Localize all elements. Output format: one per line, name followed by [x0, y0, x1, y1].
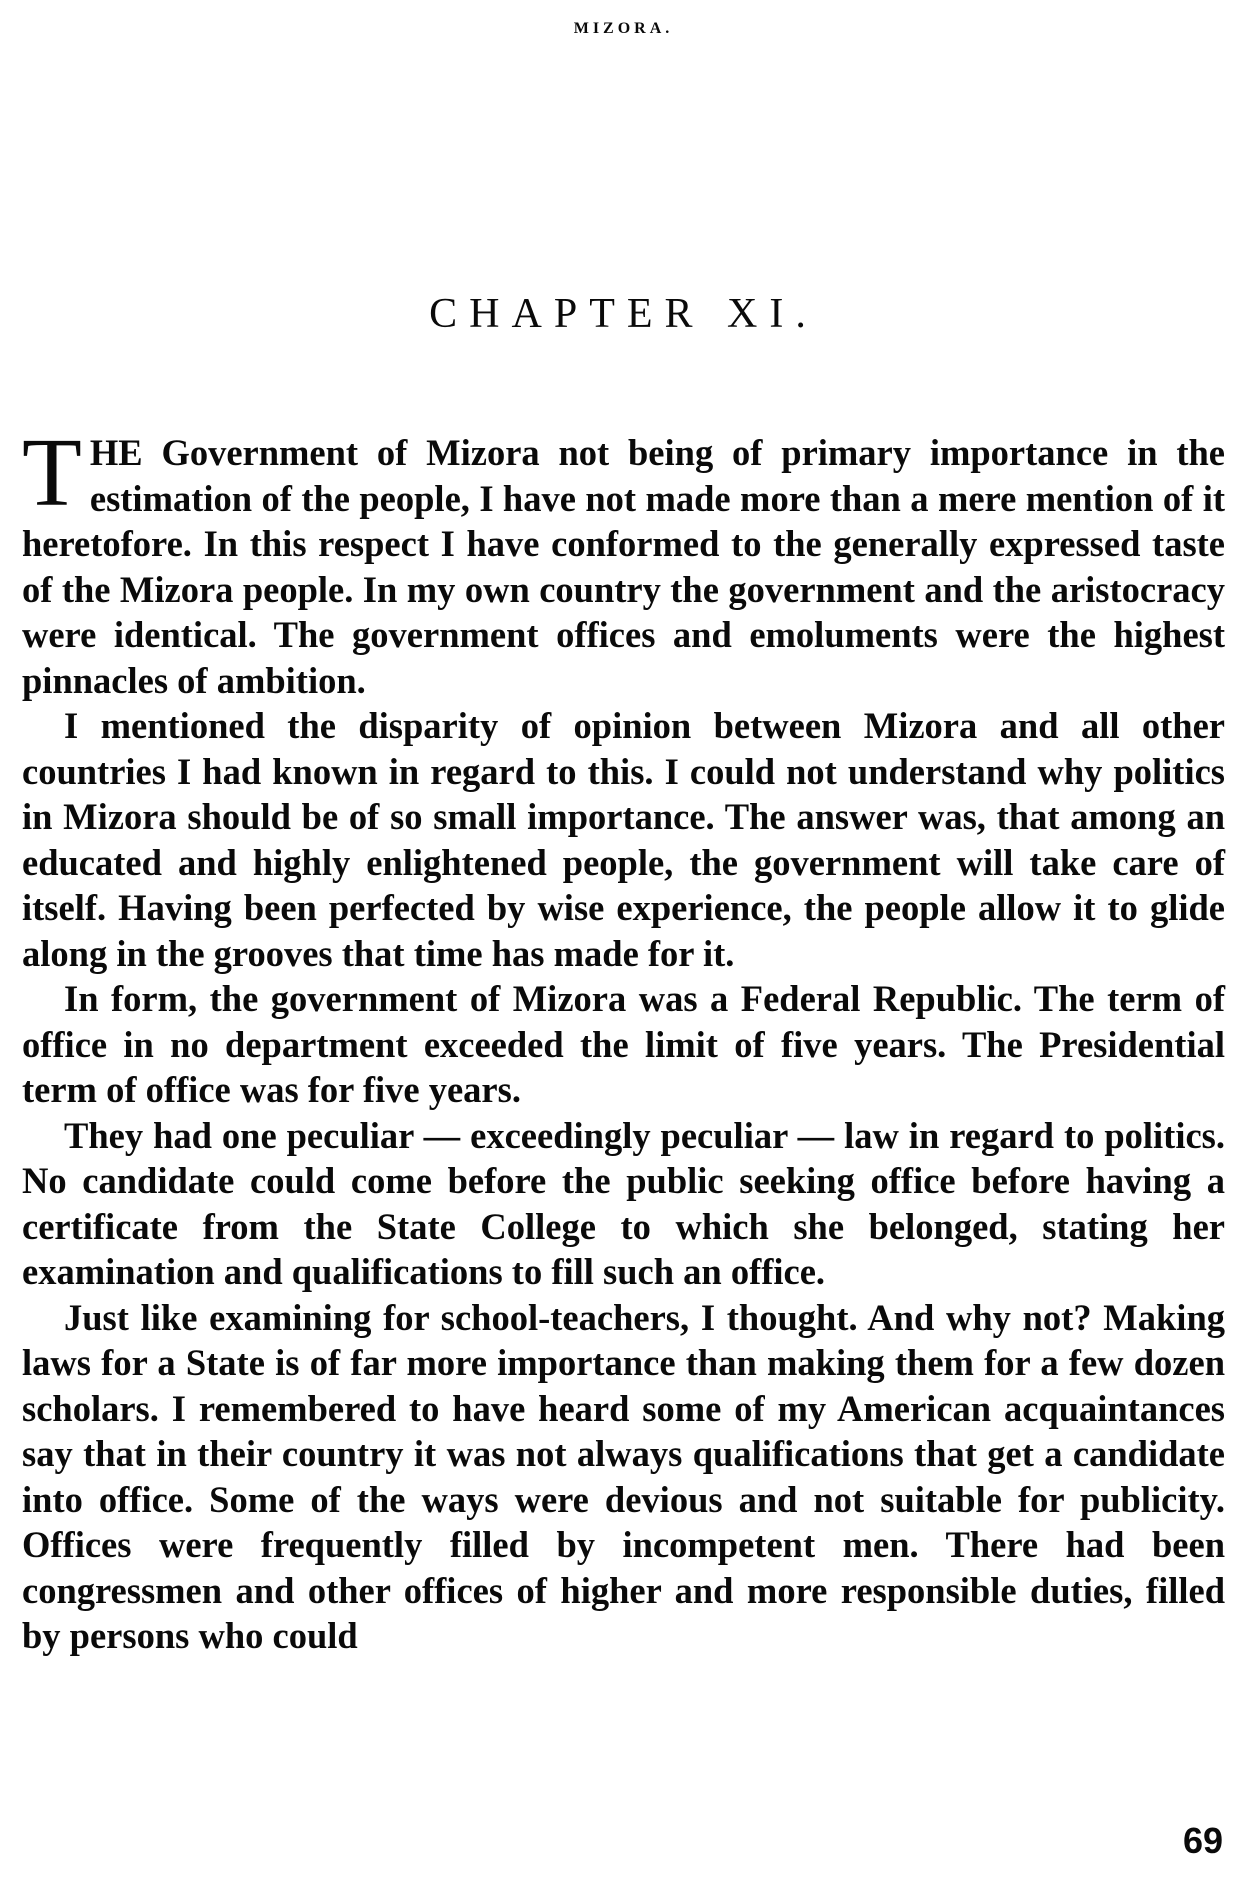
paragraph-5: Just like examining for school-teachers, I thought. And why not? Making laws for a State is of far more importance than making them for a few dozen scholars. I remembered to have heard some of my American acquaintances say that in their country it was not always qualifications that get a candidate into office. Some of the ways were devious and not suitable for publicity. Offices were frequently filled by incompetent men. There had been congressmen and other offices of higher and more responsible duties, filled by persons who could [22, 1296, 1225, 1656]
running-head: MIZORA. [573, 20, 674, 37]
paragraph-2: I mentioned the disparity of opinion between Mizora and all other countries I had known in regard to this. I could not understand why politics in Mizora should be of so small importance. The answer was, that among an educated and highly enlightened people, the government will take care of itself. Having been perfected by wise experience, the people allow it to glide along in the grooves that time has made for it. [22, 705, 1225, 974]
chapter-body [22, 419, 1225, 1659]
paragraph-1-text: HE Government of Mizora not being of primary importance in the estimation of the people, I have not made more than a mere mention of it heretofore. In this respect I have conformed to the generally expressed taste of the Mizora people. In my own country the government and the aristocracy were identical. The government offices and emoluments were the highest pinnacles of ambition. [22, 432, 1225, 701]
paragraph-3: In form, the government of Mizora was a Federal Republic. The term of office in no department exceeded the limit of five years. The Presidential term of office was for five years. [22, 978, 1225, 1110]
chapter-title: CHAPTER XI. [429, 291, 818, 337]
paragraph-1 [22, 419, 1225, 703]
drop-cap: T [22, 419, 82, 527]
paragraph-4: They had one peculiar — exceedingly peculiar — law in regard to politics. No candidate could come before the public seeking office before having a certificate from the State College to which she belonged, stating her examination and qualifications to fill such an office. [22, 1114, 1225, 1292]
page-number: 69 [1182, 1820, 1223, 1861]
